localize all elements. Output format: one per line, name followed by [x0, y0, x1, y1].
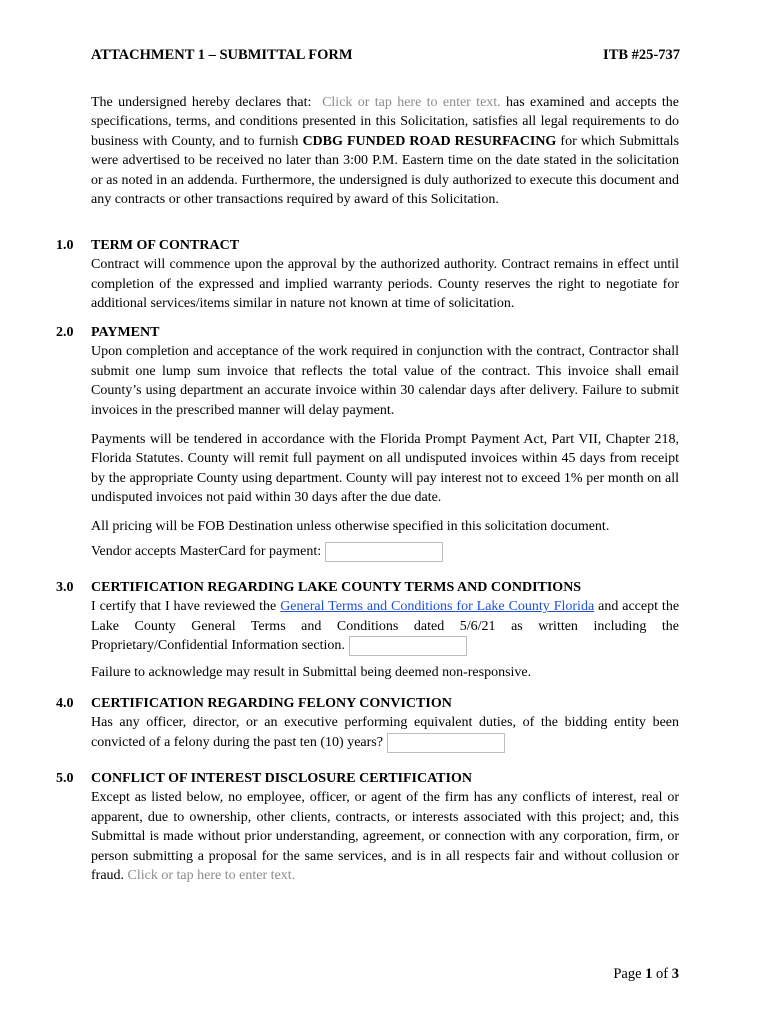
conflict-text: Except as listed below, no employee, officer, or agent of the firm has any conflicts of interest, real or apparent, due to ownership, other clients, contracts, or interests associated with this project; and, this Submittal is made without prior understanding, agreement, or connection with any corporation, firm, or person submitting a proposal for the same services, and is in all respects fair and without collusion or fraud. [91, 790, 679, 884]
section-body [91, 713, 679, 752]
section-number-3: 3.0 [56, 580, 74, 595]
project-name: CDBG FUNDED ROAD RESURFACING [302, 133, 557, 149]
section-number-2: 2.0 [56, 325, 74, 340]
mastercard-line [91, 542, 679, 562]
section-number-1: 1.0 [56, 238, 74, 253]
section-body [91, 597, 679, 656]
section-title: PAYMENT [91, 325, 160, 340]
of-label: of [656, 966, 669, 982]
section-title: TERM OF CONTRACT [91, 238, 240, 253]
section-felony-certification [91, 694, 679, 753]
page-label: Page [613, 966, 642, 982]
non-responsive-note: Failure to acknowledge may result in Submittal being deemed non-responsive. [91, 665, 532, 680]
intro-text-1: The undersigned hereby declares that: [91, 95, 312, 110]
payment-terms-paragraph: Payments will be tendered in accordance with the Florida Prompt Payment Act, Part VII, Chapter 218, Florida Statutes. County will remit full payment on all undisputed invoices within 45 days from receipt by the appropriate County using department. County will pay interest not to exceed 1% per month on all undisputed invoices not paid within 30 days after the due date. [91, 432, 679, 506]
conflict-disclosure-field[interactable]: Click or tap here to enter text. [127, 868, 296, 884]
section-term-of-contract [91, 236, 679, 314]
section-body: Contract will commence upon the approval by the authorized authority. Contract remains in effect until completion of the expressed and implied warranty periods. County reserves the right to negotiate for additional services/items similar in nature not known at time of solicitation. [91, 257, 679, 312]
page-header [91, 47, 680, 64]
felony-question: Has any officer, director, or an executive performing equivalent duties, of the bidding entity been convicted of a felony during the past ten (10) years? [91, 715, 679, 750]
total-pages: 3 [671, 966, 679, 982]
attachment-title: ATTACHMENT 1 – SUBMITTAL FORM [91, 47, 353, 63]
mastercard-label: Vendor accepts MasterCard for payment: [91, 544, 322, 559]
bidder-name-field[interactable]: Click or tap here to enter text. [322, 95, 501, 110]
mastercard-input[interactable] [325, 542, 443, 562]
terms-acknowledge-input[interactable] [349, 636, 467, 656]
intro-text-3: for which Submittals were advertised to be received no later than 3:00 P.M. Eastern time on the date stated in the solicitation or as noted in an addenda. Furthermore, the undersigned is duly authorized to execute this document and any contracts or other transactions required by award of this Solicitation. [91, 133, 680, 208]
page-footer [613, 966, 679, 983]
section-title: CERTIFICATION REGARDING FELONY CONVICTION [91, 696, 452, 711]
intro-text-2: has examined and accepts the specifications, terms, and conditions presented in this Solicitation, satisfies all legal requirements to do business with County, and to furnish [91, 95, 679, 149]
cert-text-2: and accept the Lake County General Terms and Conditions dated 5/6/21 as written including the Proprietary/Confidential Information section. [91, 599, 680, 654]
section-number-4: 4.0 [56, 696, 74, 711]
felony-answer-input[interactable] [387, 733, 505, 753]
section-body [91, 788, 679, 885]
section-terms-certification [91, 578, 679, 656]
fob-paragraph: All pricing will be FOB Destination unless otherwise specified in this solicitation document. [91, 519, 610, 534]
section-payment [91, 323, 679, 420]
section-body: Upon completion and acceptance of the work required in conjunction with the contract, Contractor shall submit one lump sum invoice that reflects the total value of the contract. This invoice shall email County’s using department an accurate invoice within 30 calendar days after delivery. Failure to submit invoices in the prescribed manner will delay payment. [91, 344, 679, 418]
section-conflict-of-interest [91, 769, 679, 885]
page-number: 1 [645, 966, 653, 982]
section-title: CONFLICT OF INTEREST DISCLOSURE CERTIFICATION [91, 771, 472, 786]
section-title: CERTIFICATION REGARDING LAKE COUNTY TERMS AND CONDITIONS [91, 580, 582, 595]
general-terms-link[interactable]: General Terms and Conditions for Lake County Florida [280, 599, 595, 615]
cert-text-1: I certify that I have reviewed the [91, 599, 277, 615]
itb-number: ITB #25-737 [603, 47, 680, 63]
intro-paragraph [91, 93, 679, 209]
section-number-5: 5.0 [56, 771, 74, 786]
